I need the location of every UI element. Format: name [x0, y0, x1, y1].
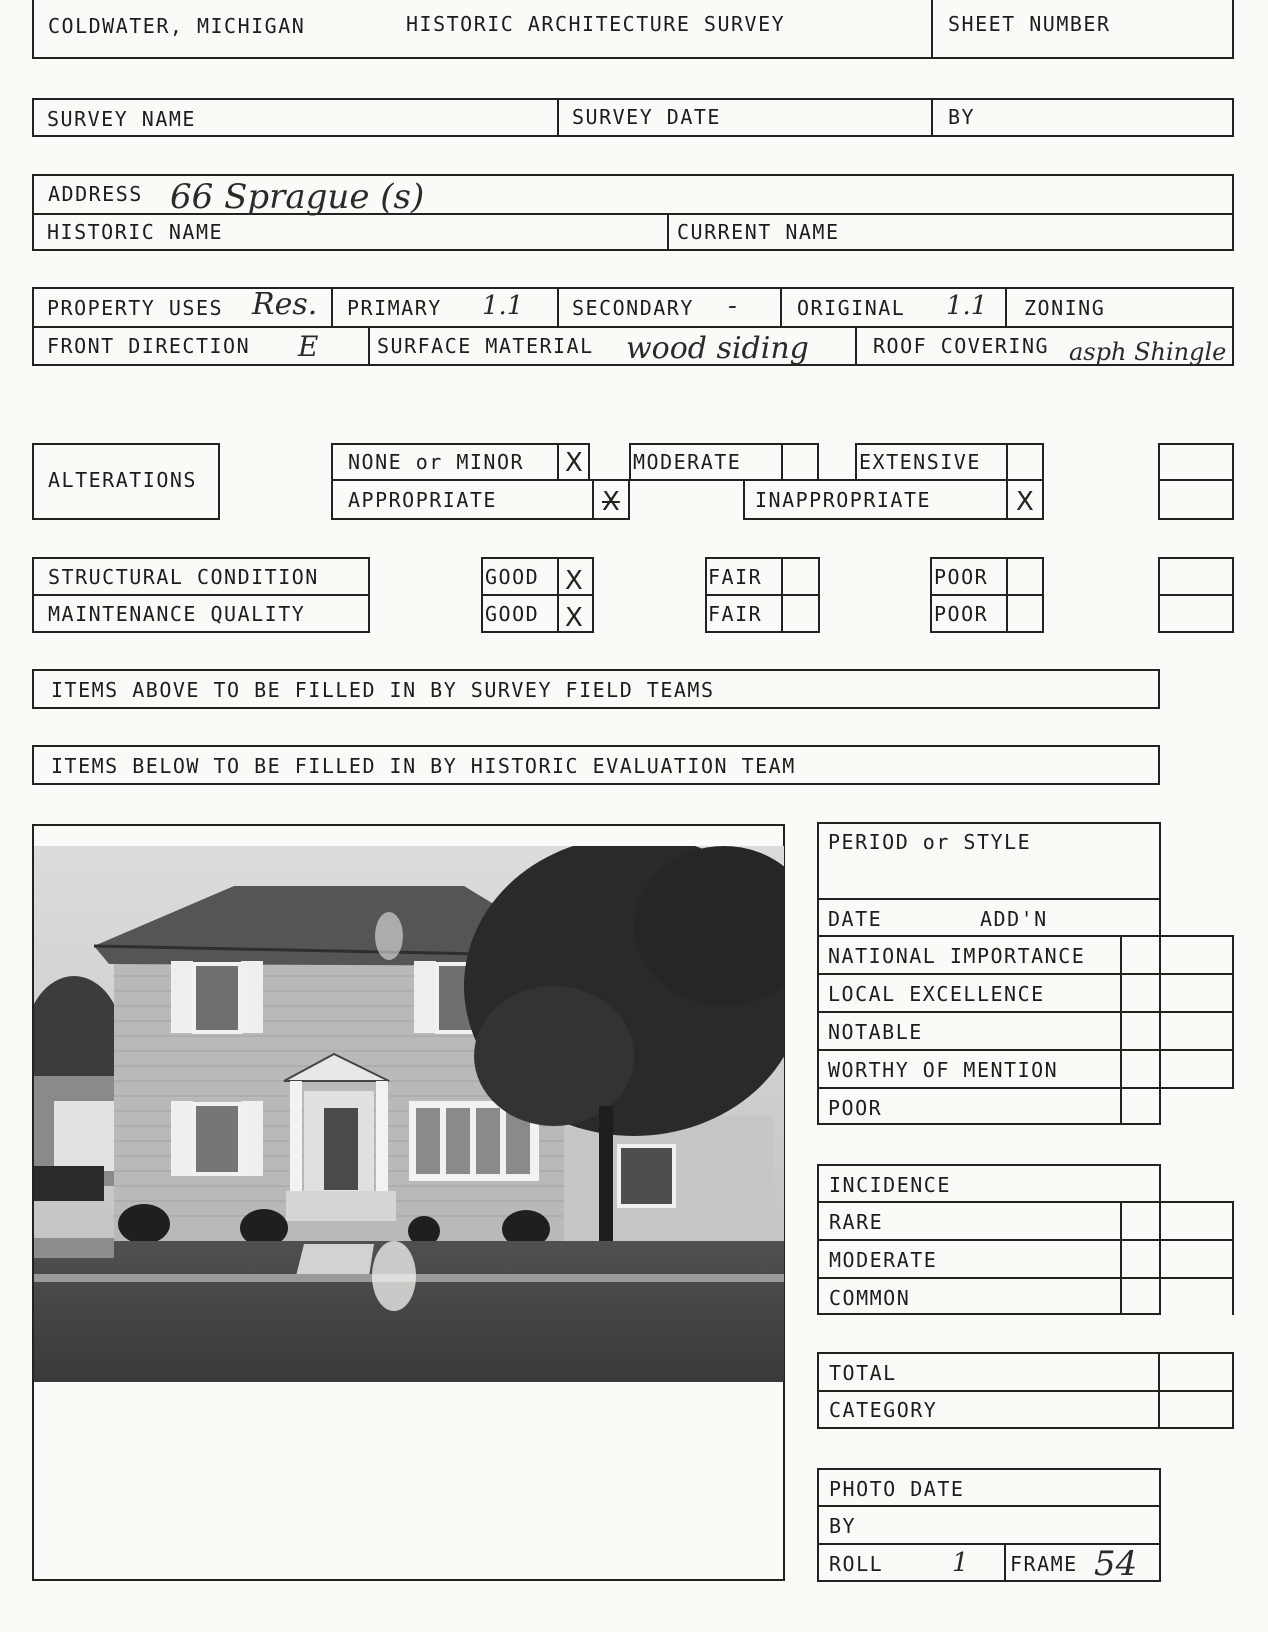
structural-good-mark: X	[565, 566, 583, 596]
national-importance-label: NATIONAL IMPORTANCE	[828, 944, 1086, 968]
good-label-maintenance: GOOD	[485, 602, 540, 626]
local-excellence-label: LOCAL EXCELLENCE	[828, 982, 1045, 1006]
photo-by-label: BY	[829, 1514, 857, 1538]
original-label: ORIGINAL	[797, 296, 906, 320]
worthy-of-mention-label: WORTHY OF MENTION	[828, 1058, 1059, 1082]
front-direction-label: FRONT DIRECTION	[47, 334, 251, 358]
secondary-value: -	[728, 291, 737, 321]
category-label: CATEGORY	[829, 1398, 938, 1422]
total-label: TOTAL	[829, 1361, 897, 1385]
house-photo	[34, 846, 784, 1382]
property-uses-label: PROPERTY USES	[47, 296, 224, 320]
sheet-number-label: SHEET NUMBER	[948, 12, 1111, 36]
moderate-incidence-label: MODERATE	[829, 1248, 938, 1272]
rare-label: RARE	[829, 1210, 884, 1234]
survey-name-label: SURVEY NAME	[47, 107, 196, 131]
structural-condition-label: STRUCTURAL CONDITION	[48, 565, 319, 589]
maintenance-good-mark: X	[565, 603, 583, 633]
original-value: 1.1	[946, 291, 988, 321]
appropriate-mark: X	[602, 487, 620, 517]
good-label-structural: GOOD	[485, 565, 540, 589]
fair-label-maintenance: FAIR	[708, 602, 763, 626]
poor-label-structural: POOR	[934, 565, 989, 589]
inappropriate-label: INAPPROPRIATE	[755, 488, 932, 512]
roll-label: ROLL	[829, 1552, 884, 1576]
photo-date-label: PHOTO DATE	[829, 1477, 965, 1501]
city-label: COLDWATER, MICHIGAN	[48, 14, 306, 38]
incidence-label: INCIDENCE	[829, 1173, 951, 1197]
maintenance-quality-label: MAINTENANCE QUALITY	[48, 602, 306, 626]
addn-label: ADD'N	[980, 907, 1048, 931]
zoning-label: ZONING	[1024, 296, 1106, 320]
survey-by-label: BY	[948, 105, 976, 129]
alterations-label: ALTERATIONS	[48, 468, 197, 492]
current-name-label: CURRENT NAME	[677, 220, 840, 244]
fair-label-structural: FAIR	[708, 565, 763, 589]
poor-rating-label: POOR	[828, 1096, 883, 1120]
frame-value: 54	[1094, 1544, 1138, 1584]
period-style-label: PERIOD or STYLE	[828, 830, 1032, 854]
address-label: ADDRESS	[48, 182, 143, 206]
frame-label: FRAME	[1010, 1552, 1078, 1576]
poor-label-maintenance: POOR	[934, 602, 989, 626]
field-team-note: ITEMS ABOVE TO BE FILLED IN BY SURVEY FIELD TEAMS	[51, 678, 715, 702]
historic-name-label: HISTORIC NAME	[47, 220, 224, 244]
property-uses-value: Res.	[252, 287, 318, 322]
front-direction-value: E	[298, 330, 319, 363]
survey-date-label: SURVEY DATE	[572, 105, 721, 129]
primary-value: 1.1	[482, 291, 524, 321]
primary-label: PRIMARY	[347, 296, 442, 320]
appropriate-label: APPROPRIATE	[348, 488, 497, 512]
secondary-label: SECONDARY	[572, 296, 694, 320]
address-value: 66 Sprague (s)	[170, 177, 425, 217]
extensive-label: EXTENSIVE	[859, 450, 981, 474]
roof-covering-value: asph Shingle	[1069, 338, 1227, 366]
common-label: COMMON	[829, 1286, 911, 1310]
moderate-label: MODERATE	[633, 450, 742, 474]
notable-label: NOTABLE	[828, 1020, 923, 1044]
inappropriate-mark: X	[1016, 487, 1034, 517]
surface-material-value: wood siding	[626, 331, 809, 366]
date-label: DATE	[828, 907, 883, 931]
none-minor-mark: X	[565, 448, 583, 478]
roll-value: 1	[952, 1548, 969, 1578]
surface-material-label: SURFACE MATERIAL	[377, 334, 594, 358]
page-title: HISTORIC ARCHITECTURE SURVEY	[406, 12, 786, 36]
roof-covering-label: ROOF COVERING	[873, 334, 1050, 358]
none-minor-label: NONE or MINOR	[348, 450, 525, 474]
evaluation-team-note: ITEMS BELOW TO BE FILLED IN BY HISTORIC EVALUATION TEAM	[51, 754, 796, 778]
alterations-score-box	[1158, 443, 1234, 520]
